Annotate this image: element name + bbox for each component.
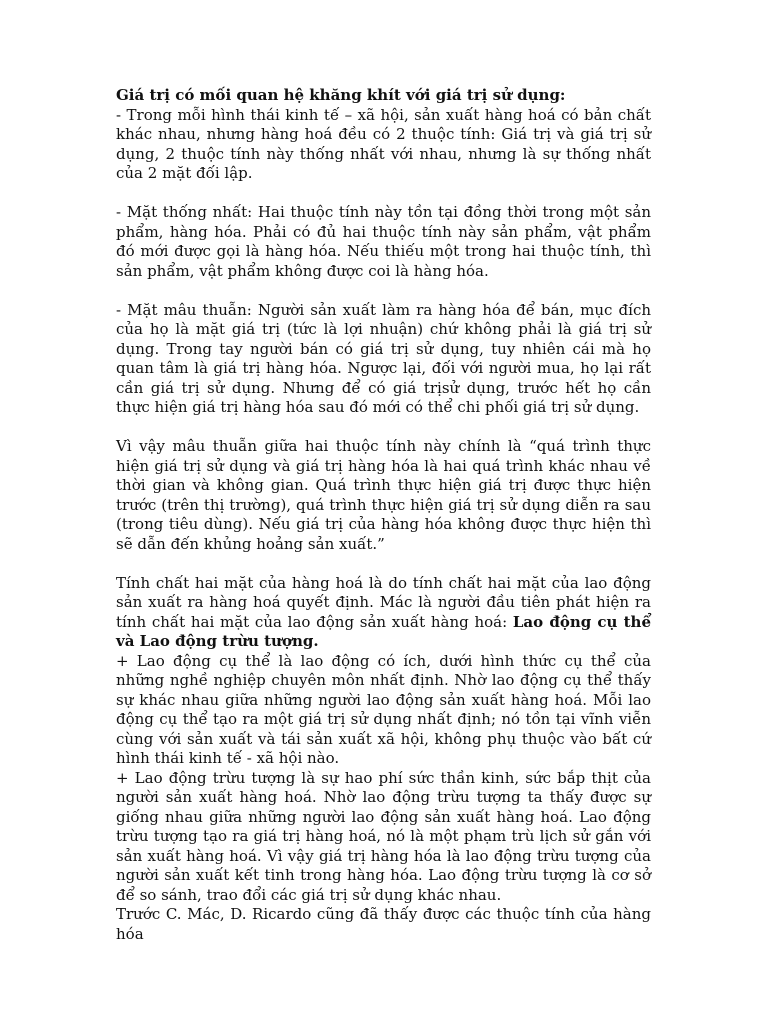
paragraph-spacer <box>116 554 651 574</box>
paragraph-conclusion: Vì vậy mâu thuẫn giữa hai thuộc tính này chính là “quá trình thực hiện giá trị sử dụng và giá trị hàng hóa là hai quá trình khác nhau về thời gian và không gian. Quá trình thực hiện giá trị được thực hiện trước (trên thị trường), quá trình thực hiện giá trị sử dụng diễn ra sau (trong tiêu dùng). Nếu giá trị của hàng hóa không được thực hiện thì sẽ dẫn đến khủng hoảng sản xuất.” <box>116 437 651 553</box>
dual-labor-text: Tính chất hai mặt của hàng hoá là do tính chất hai mặt của lao động sản xuất ra hàng hoá quyết định. Mác là người đầu tiên phát hiện ra tính chất hai mặt của lao động sản xuất hàng hoá: <box>116 573 651 631</box>
paragraph-abstract-labor: + Lao động trừu tượng là sự hao phí sức thần kinh, sức bắp thịt của người sản xuất hàng hoá. Nhờ lao động trừu tượng ta thấy được sự giống nhau giữa những người lao động sản xuất hàng hoá. Lao động trừu tượng tạo ra giá trị hàng hoá, nó là một phạm trù lịch sử gắn với sản xuất hàng hoá. Vì vậy giá trị hàng hóa là lao động trừu tượng của người sản xuất kết tinh trong hàng hóa. Lao động trừu tượng là cơ sở để so sánh, trao đổi các giá trị sử dụng khác nhau. <box>116 768 651 904</box>
paragraph-unity: - Mặt thống nhất: Hai thuộc tính này tồn tại đồng thời trong một sản phẩm, hàng hóa. Phải có đủ hai thuộc tính này sản phẩm, vật phẩm đó mới được gọi là hàng hóa. Nếu thiếu một trong hai thuộc tính, thì sản phẩm, vật phẩm không được coi là hàng hóa. <box>116 203 651 280</box>
paragraph-spacer <box>116 184 651 204</box>
dual-labor-bold-term: Lao động cụ thể và Lao động trừu tượng. <box>116 612 651 650</box>
paragraph-contradiction: - Mặt mâu thuẫn: Người sản xuất làm ra hàng hóa để bán, mục đích của họ là mặt giá trị (tức là lợi nhuận) chứ không phải là giá trị sử dụng. Trong tay người bán có giá trị sử dụng, tuy nhiên cái mà họ quan tâm là giá trị hàng hóa. Ngược lại, đối với người mua, họ lại rất cần giá trị sử dụng. Nhưng để có giá trịsử dụng, trước hết họ cần thực hiện giá trị hàng hóa sau đó mới có thể chi phối giá trị sử dụng. <box>116 300 651 416</box>
document-page <box>116 86 651 944</box>
paragraph-dual-labor <box>116 574 651 652</box>
section-heading: Giá trị có mối quan hệ khăng khít với giá trị sử dụng: <box>116 86 566 104</box>
paragraph-ricardo: Trước C. Mác, D. Ricardo cũng đã thấy được các thuộc tính của hàng hóa <box>116 905 651 943</box>
paragraph-concrete-labor: + Lao động cụ thể là lao động có ích, dưới hình thức cụ thể của những nghề nghiệp chuyên môn nhất định. Nhờ lao động cụ thể thấy sự khác nhau giữa những người lao động sản xuất hàng hoá. Mỗi lao động cụ thể tạo ra một giá trị sử dụng nhất định; nó tồn tại vĩnh viễn cùng với sản xuất và tái sản xuất xã hội, không phụ thuộc vào bất cứ hình thái kinh tế - xã hội nào. <box>116 651 651 767</box>
paragraph-spacer <box>116 418 651 438</box>
paragraph-spacer <box>116 281 651 301</box>
paragraph-two-attributes: - Trong mỗi hình thái kinh tế – xã hội, sản xuất hàng hoá có bản chất khác nhau, nhưng hàng hoá đều có 2 thuộc tính: Giá trị và giá trị sử dụng, 2 thuộc tính này thống nhất với nhau, nhưng là sự thống nhất của 2 mặt đối lập. <box>116 105 651 182</box>
